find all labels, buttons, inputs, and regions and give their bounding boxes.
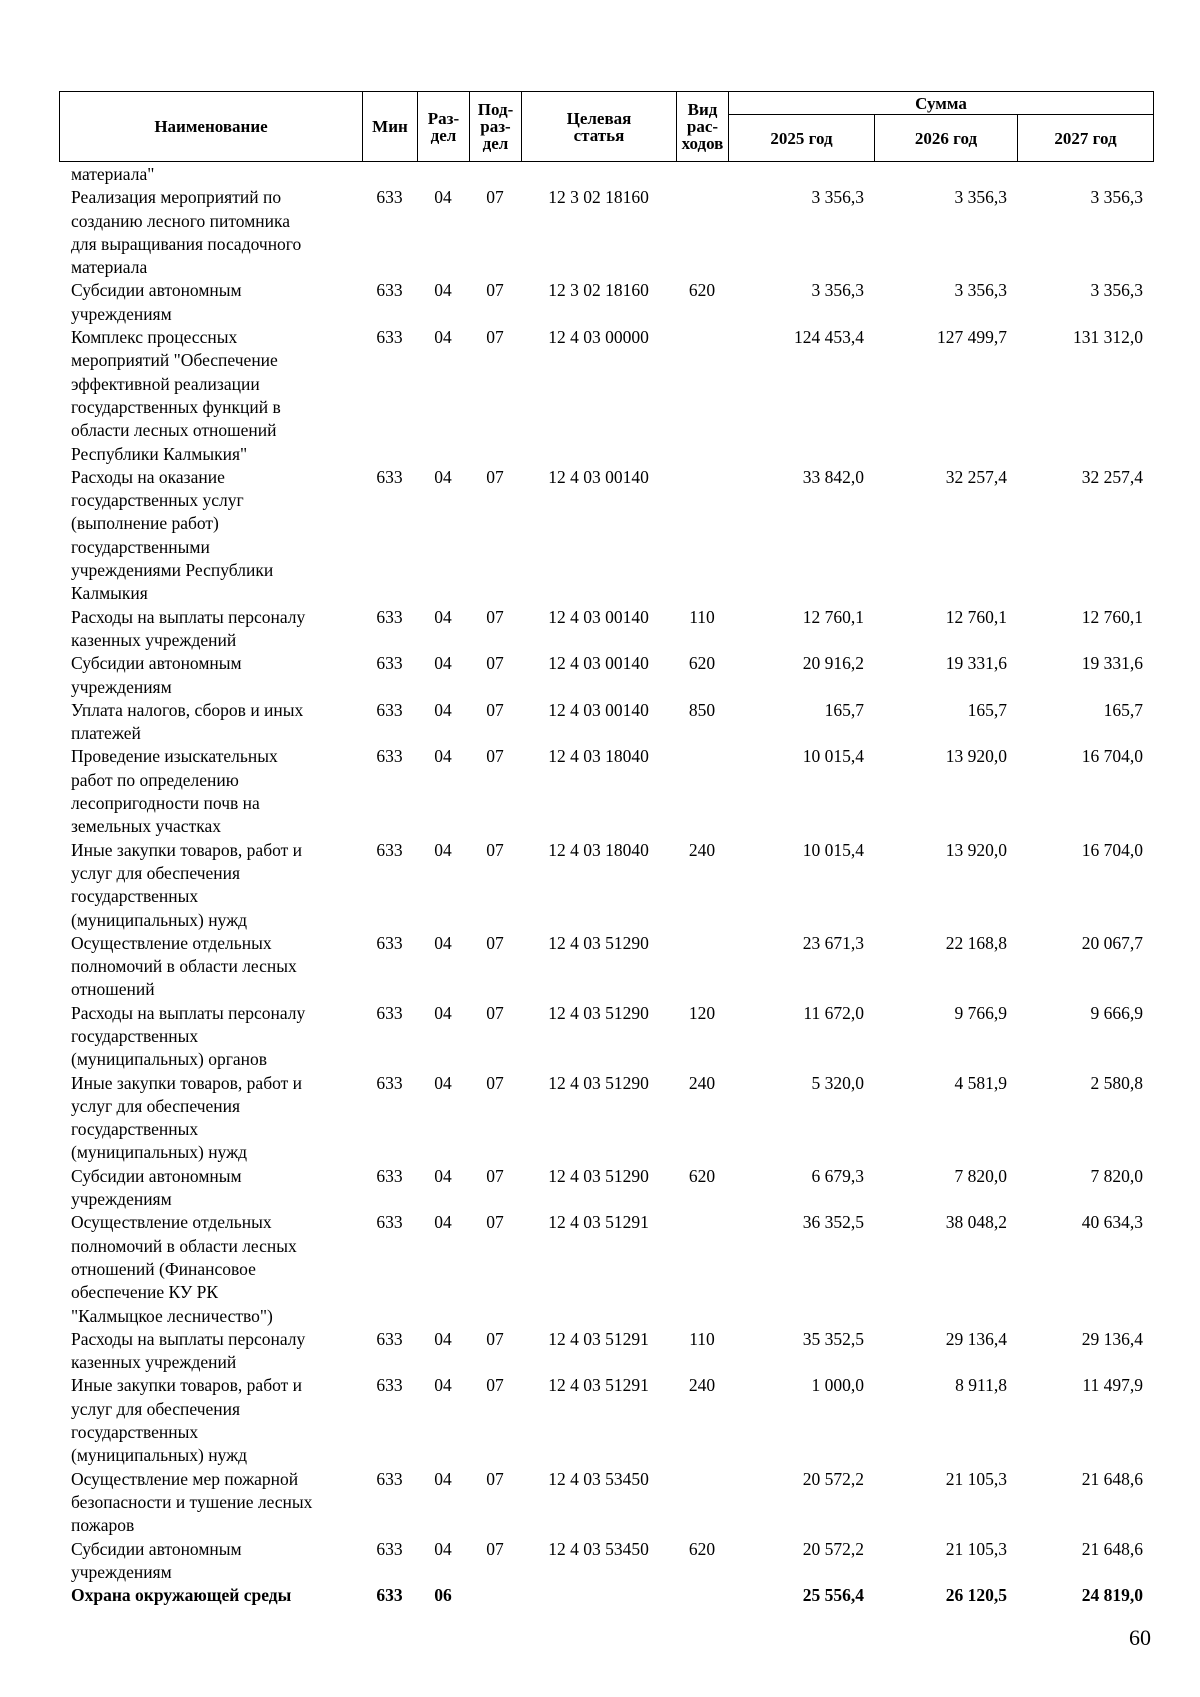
- row-amount-2026: 3 356,3: [954, 280, 1007, 301]
- row-amount-2027: 16 704,0: [1081, 839, 1143, 860]
- table-row: [59, 279, 1153, 326]
- row-vid: 120: [688, 1002, 716, 1023]
- row-article: 12 4 03 51290: [548, 1002, 649, 1023]
- row-min: 633: [376, 1002, 403, 1023]
- row-article: 12 3 02 18160: [548, 280, 649, 301]
- table-row: [59, 652, 1153, 699]
- row-vid: 620: [688, 1165, 716, 1186]
- row-amount-2025: 10 015,4: [802, 839, 864, 860]
- row-name: Субсидии автономным учреждениям: [71, 653, 242, 697]
- row-podrazdel: [469, 1584, 521, 1607]
- row-podrazdel: 07: [486, 280, 504, 301]
- row-razdel: 04: [434, 1468, 452, 1489]
- row-razdel: 04: [434, 606, 452, 627]
- row-podrazdel: 07: [486, 932, 504, 953]
- row-amount-2025: 12 760,1: [802, 606, 864, 627]
- row-min: 633: [376, 606, 403, 627]
- row-podrazdel: 07: [486, 1538, 504, 1559]
- row-name: Комплекс процессных мероприятий "Обеспечение эффективной реализации государственных функций в области лесных отношений Республики Калмыкия": [71, 327, 281, 464]
- table-row: [59, 606, 1153, 653]
- row-podrazdel: 07: [486, 1072, 504, 1093]
- row-amount-2026: 13 920,0: [945, 746, 1007, 767]
- row-name: Иные закупки товаров, работ и услуг для обеспечения государственных (муниципальных) нужд: [71, 839, 303, 930]
- row-name: Субсидии автономным учреждениям: [71, 280, 242, 324]
- row-name: Субсидии автономным учреждениям: [71, 1165, 242, 1210]
- col-header-year-2026: 2026 год: [875, 115, 1018, 162]
- table-row: [59, 1468, 1153, 1538]
- row-name: Реализация мероприятий по созданию лесного питомника для выращивания посадочного материала: [71, 187, 302, 278]
- row-amount-2025: 23 671,3: [802, 932, 864, 953]
- row-vid: 850: [688, 699, 716, 720]
- row-min: 633: [376, 280, 403, 301]
- row-razdel: 04: [434, 839, 452, 860]
- row-vid: [676, 326, 728, 466]
- row-podrazdel: 07: [486, 746, 504, 767]
- table-row: [59, 466, 1153, 606]
- table-row: [59, 699, 1153, 746]
- row-amount-2027: [1017, 163, 1153, 186]
- row-amount-2027: 3 356,3: [1090, 280, 1143, 301]
- row-amount-2025: 6 679,3: [811, 1165, 864, 1186]
- row-podrazdel: 07: [486, 839, 504, 860]
- row-razdel: 04: [434, 1072, 452, 1093]
- row-amount-2026: 4 581,9: [954, 1072, 1007, 1093]
- table-row: [59, 1538, 1153, 1585]
- row-name: Иные закупки товаров, работ и услуг для обеспечения государственных (муниципальных) нужд: [71, 1072, 303, 1163]
- row-amount-2025: 33 842,0: [802, 466, 864, 487]
- row-name: Субсидии автономным учреждениям: [71, 1538, 242, 1582]
- row-article: 12 4 03 53450: [548, 1538, 649, 1559]
- row-min: 633: [376, 1165, 403, 1186]
- col-header-vid-raskhodov: Вид рас- ходов: [677, 92, 729, 162]
- row-razdel: 06: [434, 1585, 452, 1606]
- row-min: 633: [376, 1585, 403, 1606]
- row-article: 12 4 03 00140: [548, 606, 649, 627]
- table-row: [59, 745, 1153, 838]
- row-amount-2027: 20 067,7: [1081, 932, 1143, 953]
- row-amount-2027: 3 356,3: [1090, 187, 1143, 208]
- row-min: 633: [376, 1468, 403, 1489]
- budget-table-header: [59, 91, 1154, 162]
- row-razdel: 04: [434, 1165, 452, 1186]
- row-vid: 620: [688, 280, 716, 301]
- row-podrazdel: 07: [486, 187, 504, 208]
- row-min: 633: [376, 1072, 403, 1093]
- row-min: 633: [376, 1328, 403, 1349]
- row-razdel: 04: [434, 1538, 452, 1559]
- row-podrazdel: 07: [486, 699, 504, 720]
- col-header-name: Наименование: [60, 92, 363, 162]
- row-podrazdel: 07: [486, 1165, 504, 1186]
- row-amount-2025: 124 453,4: [794, 327, 864, 348]
- row-podrazdel: 07: [486, 466, 504, 487]
- row-amount-2025: 10 015,4: [802, 746, 864, 767]
- row-razdel: 04: [434, 327, 452, 348]
- row-article: 12 4 03 00140: [548, 699, 649, 720]
- row-podrazdel: 07: [486, 606, 504, 627]
- row-amount-2026: 32 257,4: [945, 466, 1007, 487]
- table-row: [59, 1165, 1153, 1212]
- row-amount-2025: 35 352,5: [802, 1328, 864, 1349]
- row-amount-2027: 165,7: [1103, 699, 1143, 720]
- row-podrazdel: [469, 163, 521, 186]
- row-amount-2026: 13 920,0: [945, 839, 1007, 860]
- row-vid: [676, 163, 728, 186]
- row-amount-2027: 21 648,6: [1081, 1468, 1143, 1489]
- row-vid: [676, 1468, 728, 1538]
- row-name: Проведение изыскательных работ по определению лесопригодности почв на земельных участках: [71, 746, 278, 837]
- row-razdel: 04: [434, 1328, 452, 1349]
- row-amount-2025: 1 000,0: [811, 1375, 864, 1396]
- col-header-podrazdel: Под- раз- дел: [470, 92, 522, 162]
- row-vid: [676, 932, 728, 1002]
- row-article: [521, 1584, 676, 1607]
- row-vid: [676, 1211, 728, 1327]
- row-name: Осуществление мер пожарной безопасности и тушение лесных пожаров: [71, 1468, 313, 1536]
- row-vid: 240: [688, 839, 716, 860]
- row-razdel: 04: [434, 932, 452, 953]
- row-name: Расходы на выплаты персоналу казенных учреждений: [71, 1328, 306, 1373]
- table-row: [59, 1211, 1153, 1327]
- row-article: 12 3 02 18160: [548, 187, 649, 208]
- row-article: [521, 163, 676, 186]
- row-name: Уплата налогов, сборов и иных платежей: [71, 699, 304, 744]
- row-article: 12 4 03 51291: [548, 1328, 649, 1349]
- row-amount-2025: 36 352,5: [802, 1212, 864, 1233]
- row-amount-2026: 3 356,3: [954, 187, 1007, 208]
- row-amount-2027: 29 136,4: [1081, 1328, 1143, 1349]
- row-amount-2025: 165,7: [824, 699, 864, 720]
- row-razdel: 04: [434, 1002, 452, 1023]
- row-min: 633: [376, 327, 403, 348]
- row-podrazdel: 07: [486, 653, 504, 674]
- row-name: Охрана окружающей среды: [71, 1585, 292, 1606]
- row-amount-2026: 165,7: [967, 699, 1007, 720]
- row-amount-2026: 19 331,6: [945, 653, 1007, 674]
- row-razdel: 04: [434, 280, 452, 301]
- row-amount-2025: 20 572,2: [802, 1468, 864, 1489]
- row-amount-2026: 127 499,7: [937, 327, 1007, 348]
- row-name: Расходы на выплаты персоналу государственных (муниципальных) органов: [71, 1002, 306, 1070]
- row-min: [362, 163, 417, 186]
- row-vid: 110: [689, 606, 715, 627]
- row-amount-2025: [728, 163, 874, 186]
- row-vid: 110: [689, 1328, 715, 1349]
- row-amount-2026: 21 105,3: [945, 1538, 1007, 1559]
- row-vid: [676, 1584, 728, 1607]
- row-razdel: [417, 163, 469, 186]
- row-article: 12 4 03 51290: [548, 1072, 649, 1093]
- row-amount-2027: 40 634,3: [1081, 1212, 1143, 1233]
- row-article: 12 4 03 51291: [548, 1375, 649, 1396]
- col-header-summa: Сумма: [729, 92, 1154, 115]
- row-article: 12 4 03 00140: [548, 466, 649, 487]
- row-amount-2026: 9 766,9: [954, 1002, 1007, 1023]
- row-razdel: 04: [434, 187, 452, 208]
- table-row: [59, 932, 1153, 1002]
- row-razdel: 04: [434, 653, 452, 674]
- row-razdel: 04: [434, 1212, 452, 1233]
- row-razdel: 04: [434, 466, 452, 487]
- row-amount-2025: 3 356,3: [811, 280, 864, 301]
- row-min: 633: [376, 1212, 403, 1233]
- row-razdel: 04: [434, 699, 452, 720]
- row-min: 633: [376, 932, 403, 953]
- row-amount-2026: 22 168,8: [945, 932, 1007, 953]
- col-header-year-2027: 2027 год: [1018, 115, 1154, 162]
- row-article: 12 4 03 51291: [548, 1212, 649, 1233]
- row-amount-2027: 12 760,1: [1081, 606, 1143, 627]
- row-amount-2026: 38 048,2: [945, 1212, 1007, 1233]
- row-vid: [676, 186, 728, 279]
- row-article: 12 4 03 00000: [548, 327, 649, 348]
- row-amount-2025: 20 916,2: [802, 653, 864, 674]
- row-amount-2027: 32 257,4: [1081, 466, 1143, 487]
- row-name: Расходы на выплаты персоналу казенных учреждений: [71, 606, 306, 650]
- row-podrazdel: 07: [486, 1468, 504, 1489]
- row-name: Расходы на оказание государственных услуг (выполнение работ) государственными учреждениями Республики Калмыкия: [71, 466, 274, 604]
- table-row: [59, 1002, 1153, 1072]
- row-vid: [676, 466, 728, 606]
- row-article: 12 4 03 18040: [548, 839, 649, 860]
- row-article: 12 4 03 51290: [548, 932, 649, 953]
- row-razdel: 04: [434, 746, 452, 767]
- row-vid: [676, 745, 728, 838]
- row-min: 633: [376, 653, 403, 674]
- row-razdel: 04: [434, 1375, 452, 1396]
- row-name: Осуществление отдельных полномочий в области лесных отношений: [71, 932, 297, 1000]
- row-amount-2026: [874, 163, 1017, 186]
- row-amount-2027: 21 648,6: [1081, 1538, 1143, 1559]
- row-amount-2025: 5 320,0: [811, 1072, 864, 1093]
- row-amount-2026: 12 760,1: [945, 606, 1007, 627]
- row-name: Осуществление отдельных полномочий в области лесных отношений (Финансовое обеспечение КУ РК "Калмыцкое лесничество"): [71, 1212, 297, 1326]
- row-podrazdel: 07: [486, 1328, 504, 1349]
- row-min: 633: [376, 187, 403, 208]
- row-article: 12 4 03 51290: [548, 1165, 649, 1186]
- row-vid: 240: [688, 1375, 716, 1396]
- row-amount-2027: 131 312,0: [1073, 327, 1143, 348]
- table-row: [59, 163, 1153, 186]
- col-header-min: Мин: [363, 92, 418, 162]
- budget-table-body: [59, 163, 1153, 1607]
- row-min: 633: [376, 1375, 403, 1396]
- row-name: Иные закупки товаров, работ и услуг для обеспечения государственных (муниципальных) нужд: [71, 1375, 303, 1466]
- row-min: 633: [376, 746, 403, 767]
- table-row: [59, 1072, 1153, 1165]
- row-amount-2026: 29 136,4: [945, 1328, 1007, 1349]
- row-name: материала": [71, 164, 155, 184]
- row-article: 12 4 03 53450: [548, 1468, 649, 1489]
- table-row: [59, 186, 1153, 279]
- row-amount-2027: 11 497,9: [1082, 1375, 1143, 1396]
- row-article: 12 4 03 00140: [548, 653, 649, 674]
- page-number: 60: [1129, 1625, 1151, 1650]
- row-amount-2025: 20 572,2: [802, 1538, 864, 1559]
- row-amount-2025: 11 672,0: [803, 1002, 864, 1023]
- row-min: 633: [376, 466, 403, 487]
- row-amount-2027: 7 820,0: [1090, 1165, 1143, 1186]
- row-amount-2027: 2 580,8: [1090, 1072, 1143, 1093]
- row-podrazdel: 07: [486, 327, 504, 348]
- row-vid: 240: [688, 1072, 716, 1093]
- row-amount-2026: 21 105,3: [945, 1468, 1007, 1489]
- row-amount-2027: 16 704,0: [1081, 746, 1143, 767]
- row-amount-2026: 26 120,5: [945, 1585, 1007, 1606]
- row-podrazdel: 07: [486, 1212, 504, 1233]
- row-podrazdel: 07: [486, 1002, 504, 1023]
- table-row: [59, 1374, 1153, 1467]
- row-amount-2026: 8 911,8: [955, 1375, 1007, 1396]
- row-min: 633: [376, 1538, 403, 1559]
- col-header-razdel: Раз- дел: [418, 92, 470, 162]
- table-row: [59, 1584, 1153, 1607]
- row-min: 633: [376, 839, 403, 860]
- table-row: [59, 1328, 1153, 1375]
- row-amount-2027: 9 666,9: [1090, 1002, 1143, 1023]
- row-amount-2026: 7 820,0: [954, 1165, 1007, 1186]
- table-row: [59, 839, 1153, 932]
- row-amount-2027: 24 819,0: [1081, 1585, 1143, 1606]
- row-amount-2025: 25 556,4: [802, 1585, 864, 1606]
- row-amount-2025: 3 356,3: [811, 187, 864, 208]
- row-vid: 620: [688, 653, 716, 674]
- col-header-year-2025: 2025 год: [729, 115, 875, 162]
- table-row: [59, 326, 1153, 466]
- row-min: 633: [376, 699, 403, 720]
- row-podrazdel: 07: [486, 1375, 504, 1396]
- row-article: 12 4 03 18040: [548, 746, 649, 767]
- row-amount-2027: 19 331,6: [1081, 653, 1143, 674]
- col-header-celevaya-statya: Целевая статья: [522, 92, 677, 162]
- row-vid: 620: [688, 1538, 716, 1559]
